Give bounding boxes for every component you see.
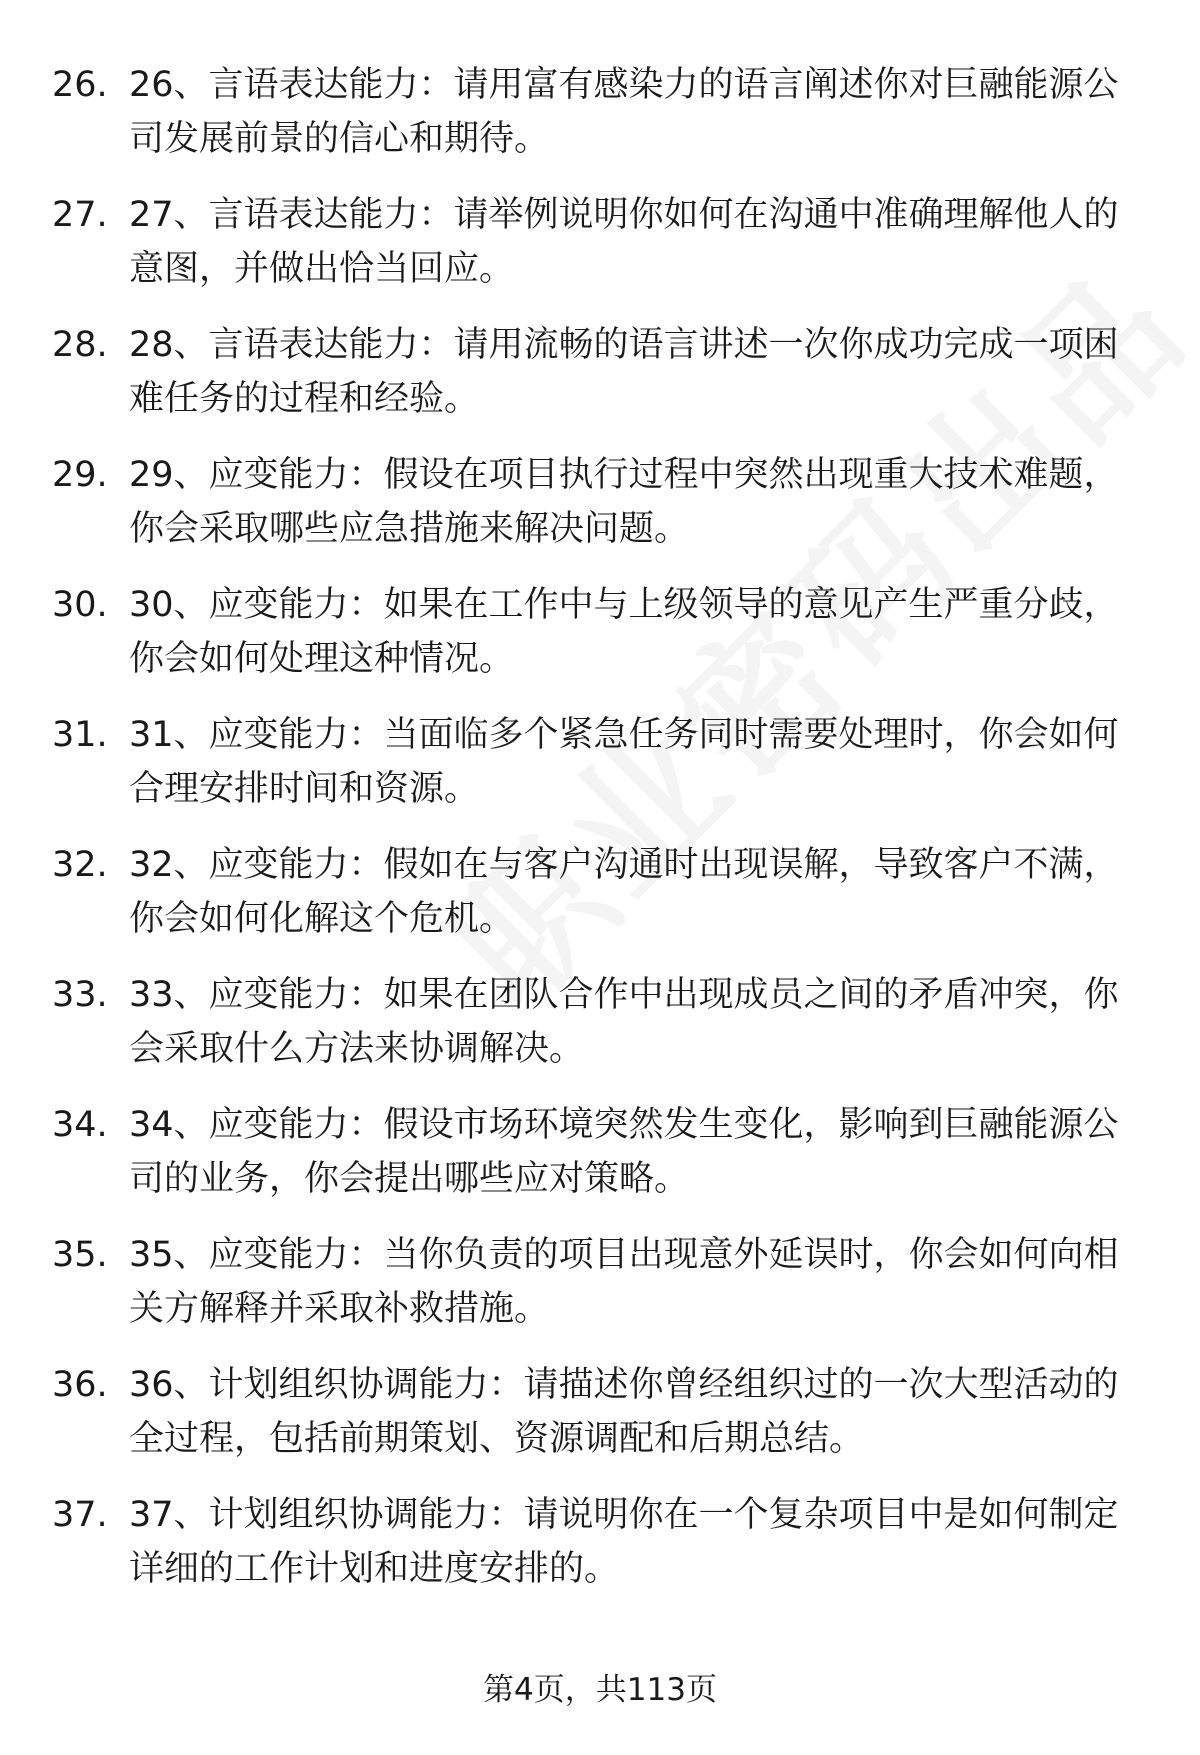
question-number: 35. bbox=[52, 1235, 108, 1275]
question-number: 37. bbox=[52, 1495, 108, 1535]
question-text: 34、应变能力：假设市场环境突然发生变化，影响到巨融能源公司的业务，你会提出哪些应对策略。 bbox=[129, 1105, 1119, 1199]
question-text: 37、计划组织协调能力：请说明你在一个复杂项目中是如何制定详细的工作计划和进度安排的。 bbox=[129, 1495, 1119, 1589]
question-text: 29、应变能力：假设在项目执行过程中突然出现重大技术难题，你会采取哪些应急措施来解决问题。 bbox=[129, 455, 1119, 549]
question-text: 33、应变能力：如果在团队合作中出现成员之间的矛盾冲突，你会采取什么方法来协调解决。 bbox=[129, 975, 1119, 1069]
question-number: 36. bbox=[52, 1365, 108, 1405]
question-item bbox=[0, 1228, 1200, 1358]
question-item bbox=[0, 1358, 1200, 1488]
question-text: 36、计划组织协调能力：请描述你曾经组织过的一次大型活动的全过程，包括前期策划、资源调配和后期总结。 bbox=[129, 1365, 1119, 1459]
question-item bbox=[0, 58, 1200, 188]
question-text: 26、言语表达能力：请用富有感染力的语言阐述你对巨融能源公司发展前景的信心和期待。 bbox=[129, 65, 1119, 159]
question-number: 28. bbox=[52, 325, 108, 365]
question-number: 31. bbox=[52, 715, 108, 755]
question-text: 30、应变能力：如果在工作中与上级领导的意见产生严重分歧，你会如何处理这种情况。 bbox=[129, 585, 1119, 679]
question-list bbox=[0, 58, 1200, 1618]
question-item bbox=[0, 838, 1200, 968]
question-item bbox=[0, 1488, 1200, 1618]
question-text: 31、应变能力：当面临多个紧急任务同时需要处理时，你会如何合理安排时间和资源。 bbox=[129, 715, 1119, 809]
question-text: 28、言语表达能力：请用流畅的语言讲述一次你成功完成一项困难任务的过程和经验。 bbox=[129, 325, 1119, 419]
question-number: 34. bbox=[52, 1105, 108, 1145]
question-item bbox=[0, 318, 1200, 448]
question-number: 32. bbox=[52, 845, 108, 885]
question-text: 27、言语表达能力：请举例说明你如何在沟通中准确理解他人的意图，并做出恰当回应。 bbox=[129, 195, 1119, 289]
question-item bbox=[0, 188, 1200, 318]
question-text: 35、应变能力：当你负责的项目出现意外延误时，你会如何向相关方解释并采取补救措施。 bbox=[129, 1235, 1119, 1329]
page-footer: 第4页，共113页 bbox=[483, 1672, 717, 1708]
question-number: 27. bbox=[52, 195, 108, 235]
question-item bbox=[0, 578, 1200, 708]
question-item bbox=[0, 968, 1200, 1098]
question-number: 29. bbox=[52, 455, 108, 495]
question-item bbox=[0, 448, 1200, 578]
question-text: 32、应变能力：假如在与客户沟通时出现误解，导致客户不满，你会如何化解这个危机。 bbox=[129, 845, 1119, 939]
question-number: 30. bbox=[52, 585, 108, 625]
question-item bbox=[0, 1098, 1200, 1228]
question-number: 26. bbox=[52, 65, 108, 105]
question-number: 33. bbox=[52, 975, 108, 1015]
question-item bbox=[0, 708, 1200, 838]
